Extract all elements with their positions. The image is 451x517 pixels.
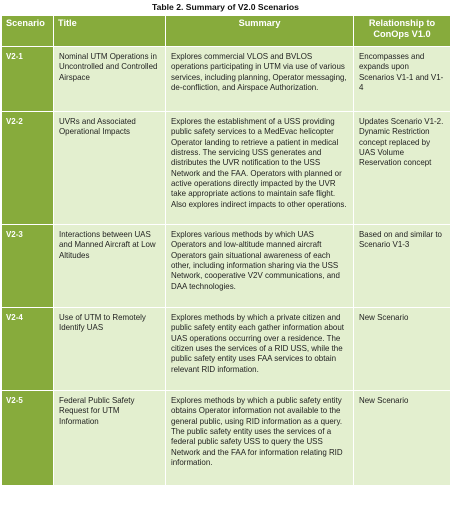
scenario-relationship: Encompasses and expands upon Scenarios V1-1 and V1-4 — [354, 47, 451, 112]
table-row — [2, 391, 451, 486]
scenario-title: Federal Public Safety Request for UTM Information — [54, 391, 166, 486]
scenario-summary: Explores the establishment of a USS providing public safety services to a MedEvac helicopter Operator landing to retrieve a patient in medical distress. The servicing USS generates and distributes the UVR notification to the USS Network and the FAA. Operators with planned or active operations directly impacted by the UVR take appropriate actions to maintain safe flight. Also explores indirect impacts to other operations. — [166, 112, 354, 225]
header-summary: Summary — [166, 16, 354, 47]
scenario-relationship: Based on and similar to Scenario V1-3 — [354, 225, 451, 308]
scenario-id: V2-3 — [2, 225, 54, 308]
table-row — [2, 47, 451, 112]
scenarios-table — [1, 15, 451, 486]
table-row — [2, 308, 451, 391]
scenario-summary: Explores commercial VLOS and BVLOS operations participating in UTM via use of various services, including planning, Operator messaging, de-confliction, and Airspace Authorization. — [166, 47, 354, 112]
scenario-id: V2-5 — [2, 391, 54, 486]
header-relationship: Relationship to ConOps V1.0 — [354, 16, 451, 47]
scenario-relationship: New Scenario — [354, 391, 451, 486]
scenario-summary: Explores methods by which a public safety entity obtains Operator information not available to the general public, using RID information as a query. The public safety entity uses the services of a federal public safety USS to query the USS Network and the FAA for information relating RID information. — [166, 391, 354, 486]
scenario-title: Use of UTM to Remotely Identify UAS — [54, 308, 166, 391]
scenario-summary: Explores various methods by which UAS Operators and low-altitude manned aircraft Operators gain situational awareness of each other, including information sharing via the USS Network, cooperative V2V communications, and DAA technologies. — [166, 225, 354, 308]
scenario-title: UVRs and Associated Operational Impacts — [54, 112, 166, 225]
scenario-title: Nominal UTM Operations in Uncontrolled and Controlled Airspace — [54, 47, 166, 112]
scenario-relationship: Updates Scenario V1-2. Dynamic Restriction concept replaced by UAS Volume Reservation concept — [354, 112, 451, 225]
scenario-relationship: New Scenario — [354, 308, 451, 391]
table-row — [2, 225, 451, 308]
table-caption: Table 2. Summary of V2.0 Scenarios — [152, 2, 299, 12]
header-row — [2, 16, 451, 47]
scenario-id: V2-4 — [2, 308, 54, 391]
scenario-id: V2-2 — [2, 112, 54, 225]
header-title: Title — [54, 16, 166, 47]
table-row — [2, 112, 451, 225]
scenario-summary: Explores methods by which a private citizen and public safety entity each gather information about UAS operations occurring over a residence. The citizen uses the services of a RID USS, while the public safety entity uses FAA services to obtain relevant RID information. — [166, 308, 354, 391]
scenario-title: Interactions between UAS and Manned Aircraft at Low Altitudes — [54, 225, 166, 308]
header-scenario: Scenario — [2, 16, 54, 47]
scenario-id: V2-1 — [2, 47, 54, 112]
